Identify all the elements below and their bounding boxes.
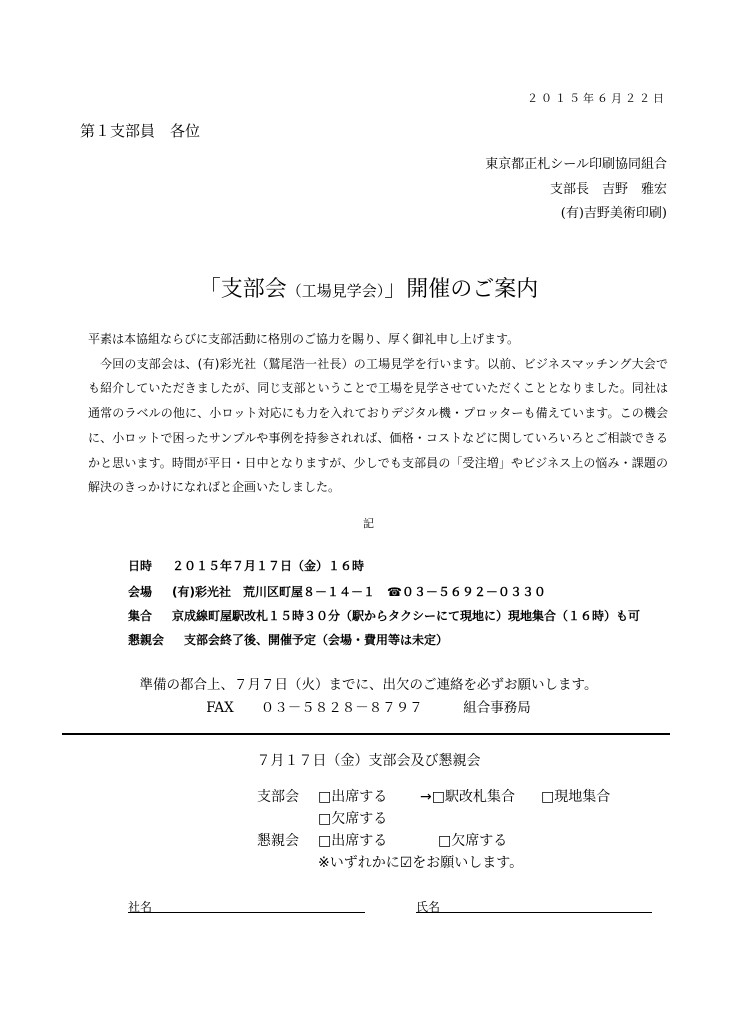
party-label: 懇親会	[257, 833, 299, 849]
detail-label: 会場	[128, 585, 153, 599]
person-name-label: 氏名	[416, 900, 441, 914]
rsvp-deadline-notice: 準備の都合上、７月７日（火）までに、出欠のご連絡を必ずお願いします。	[139, 677, 598, 693]
org-company: (有)吉野美術印刷)	[560, 206, 667, 221]
station-gather-checkbox[interactable]: →□駅改札集合	[420, 789, 515, 805]
addressee: 第１支部員 各位	[80, 122, 201, 140]
body-text	[88, 327, 668, 500]
document-date: ２０１５年６月２２日	[527, 92, 667, 105]
detail-datetime	[128, 557, 364, 574]
detail-party	[128, 631, 448, 648]
org-name: 東京都正札シール印刷協同組合	[485, 157, 667, 172]
org-representative: 支部長 吉野 雅宏	[549, 182, 667, 197]
onsite-gather-checkbox[interactable]: □現地集合	[541, 789, 611, 805]
body-paragraph-1: 平素は本協組ならびに支部活動に格別のご協力を賜り、厚く御礼申し上げます。	[88, 332, 520, 346]
detail-label: 集合	[128, 609, 153, 623]
check-note: ※いずれかに☑をお願いします。	[318, 855, 524, 871]
fax-contact: FAX ０３－５８２８－８７９７ 組合事務局	[206, 700, 531, 716]
meeting-absent-checkbox[interactable]: □欠席する	[318, 811, 388, 827]
ki-heading: 記	[363, 517, 374, 530]
detail-meeting-point	[128, 607, 640, 624]
title-main-a: 「支部会	[198, 277, 287, 302]
detail-venue	[128, 583, 546, 600]
company-name-label: 社名	[128, 900, 153, 914]
cut-line	[62, 733, 670, 735]
person-name-field[interactable]	[416, 912, 652, 913]
party-attend-checkbox[interactable]: □出席する	[318, 833, 388, 849]
detail-label: 日時	[128, 559, 153, 573]
rsvp-title: ７月１７日（金）支部会及び懇親会	[256, 753, 481, 769]
page-title	[0, 272, 737, 303]
title-subtitle: （工場見学会）	[286, 282, 385, 300]
meeting-attend-checkbox[interactable]: □出席する	[318, 789, 388, 805]
title-main-b: 」開催のご案内	[384, 277, 539, 302]
body-paragraph-2: 今回の支部会は、(有)彩光社（鷲尾浩一社長）の工場見学を行います。以前、ビジネスマッチング大会でも紹介していただきましたが、同じ支部ということで工場を見学させていただくこととなりました。同社は通常のラベルの他に、小ロット対応にも力を入れておりデジタル機・プロッターも備えています。この機会に、小ロットで困ったサンプルや事例を持参されれば、価格・コストなどに関していろいろとご相談できるかと思います。時間が平日・日中となりますが、少しでも支部員の「受注増」やビジネス上の悩み・課題の解決のきっかけになればと企画いたしました。	[88, 356, 668, 495]
party-absent-checkbox[interactable]: □欠席する	[438, 833, 508, 849]
detail-label: 懇親会	[128, 633, 165, 647]
detail-value: 支部会終了後、開催予定（会場・費用等は未定）	[184, 633, 449, 647]
detail-value: 京成線町屋駅改札１５時３０分（駅からタクシーにて現地に）現地集合（１６時）も可	[172, 609, 641, 623]
meeting-label: 支部会	[257, 789, 299, 805]
detail-value: (有)彩光社 荒川区町屋８－１４－１ ☎０３－５６９２－０３３０	[172, 585, 546, 599]
company-name-field[interactable]	[128, 912, 365, 913]
detail-value: ２０１５年７月１７日（金）１６時	[172, 559, 365, 573]
